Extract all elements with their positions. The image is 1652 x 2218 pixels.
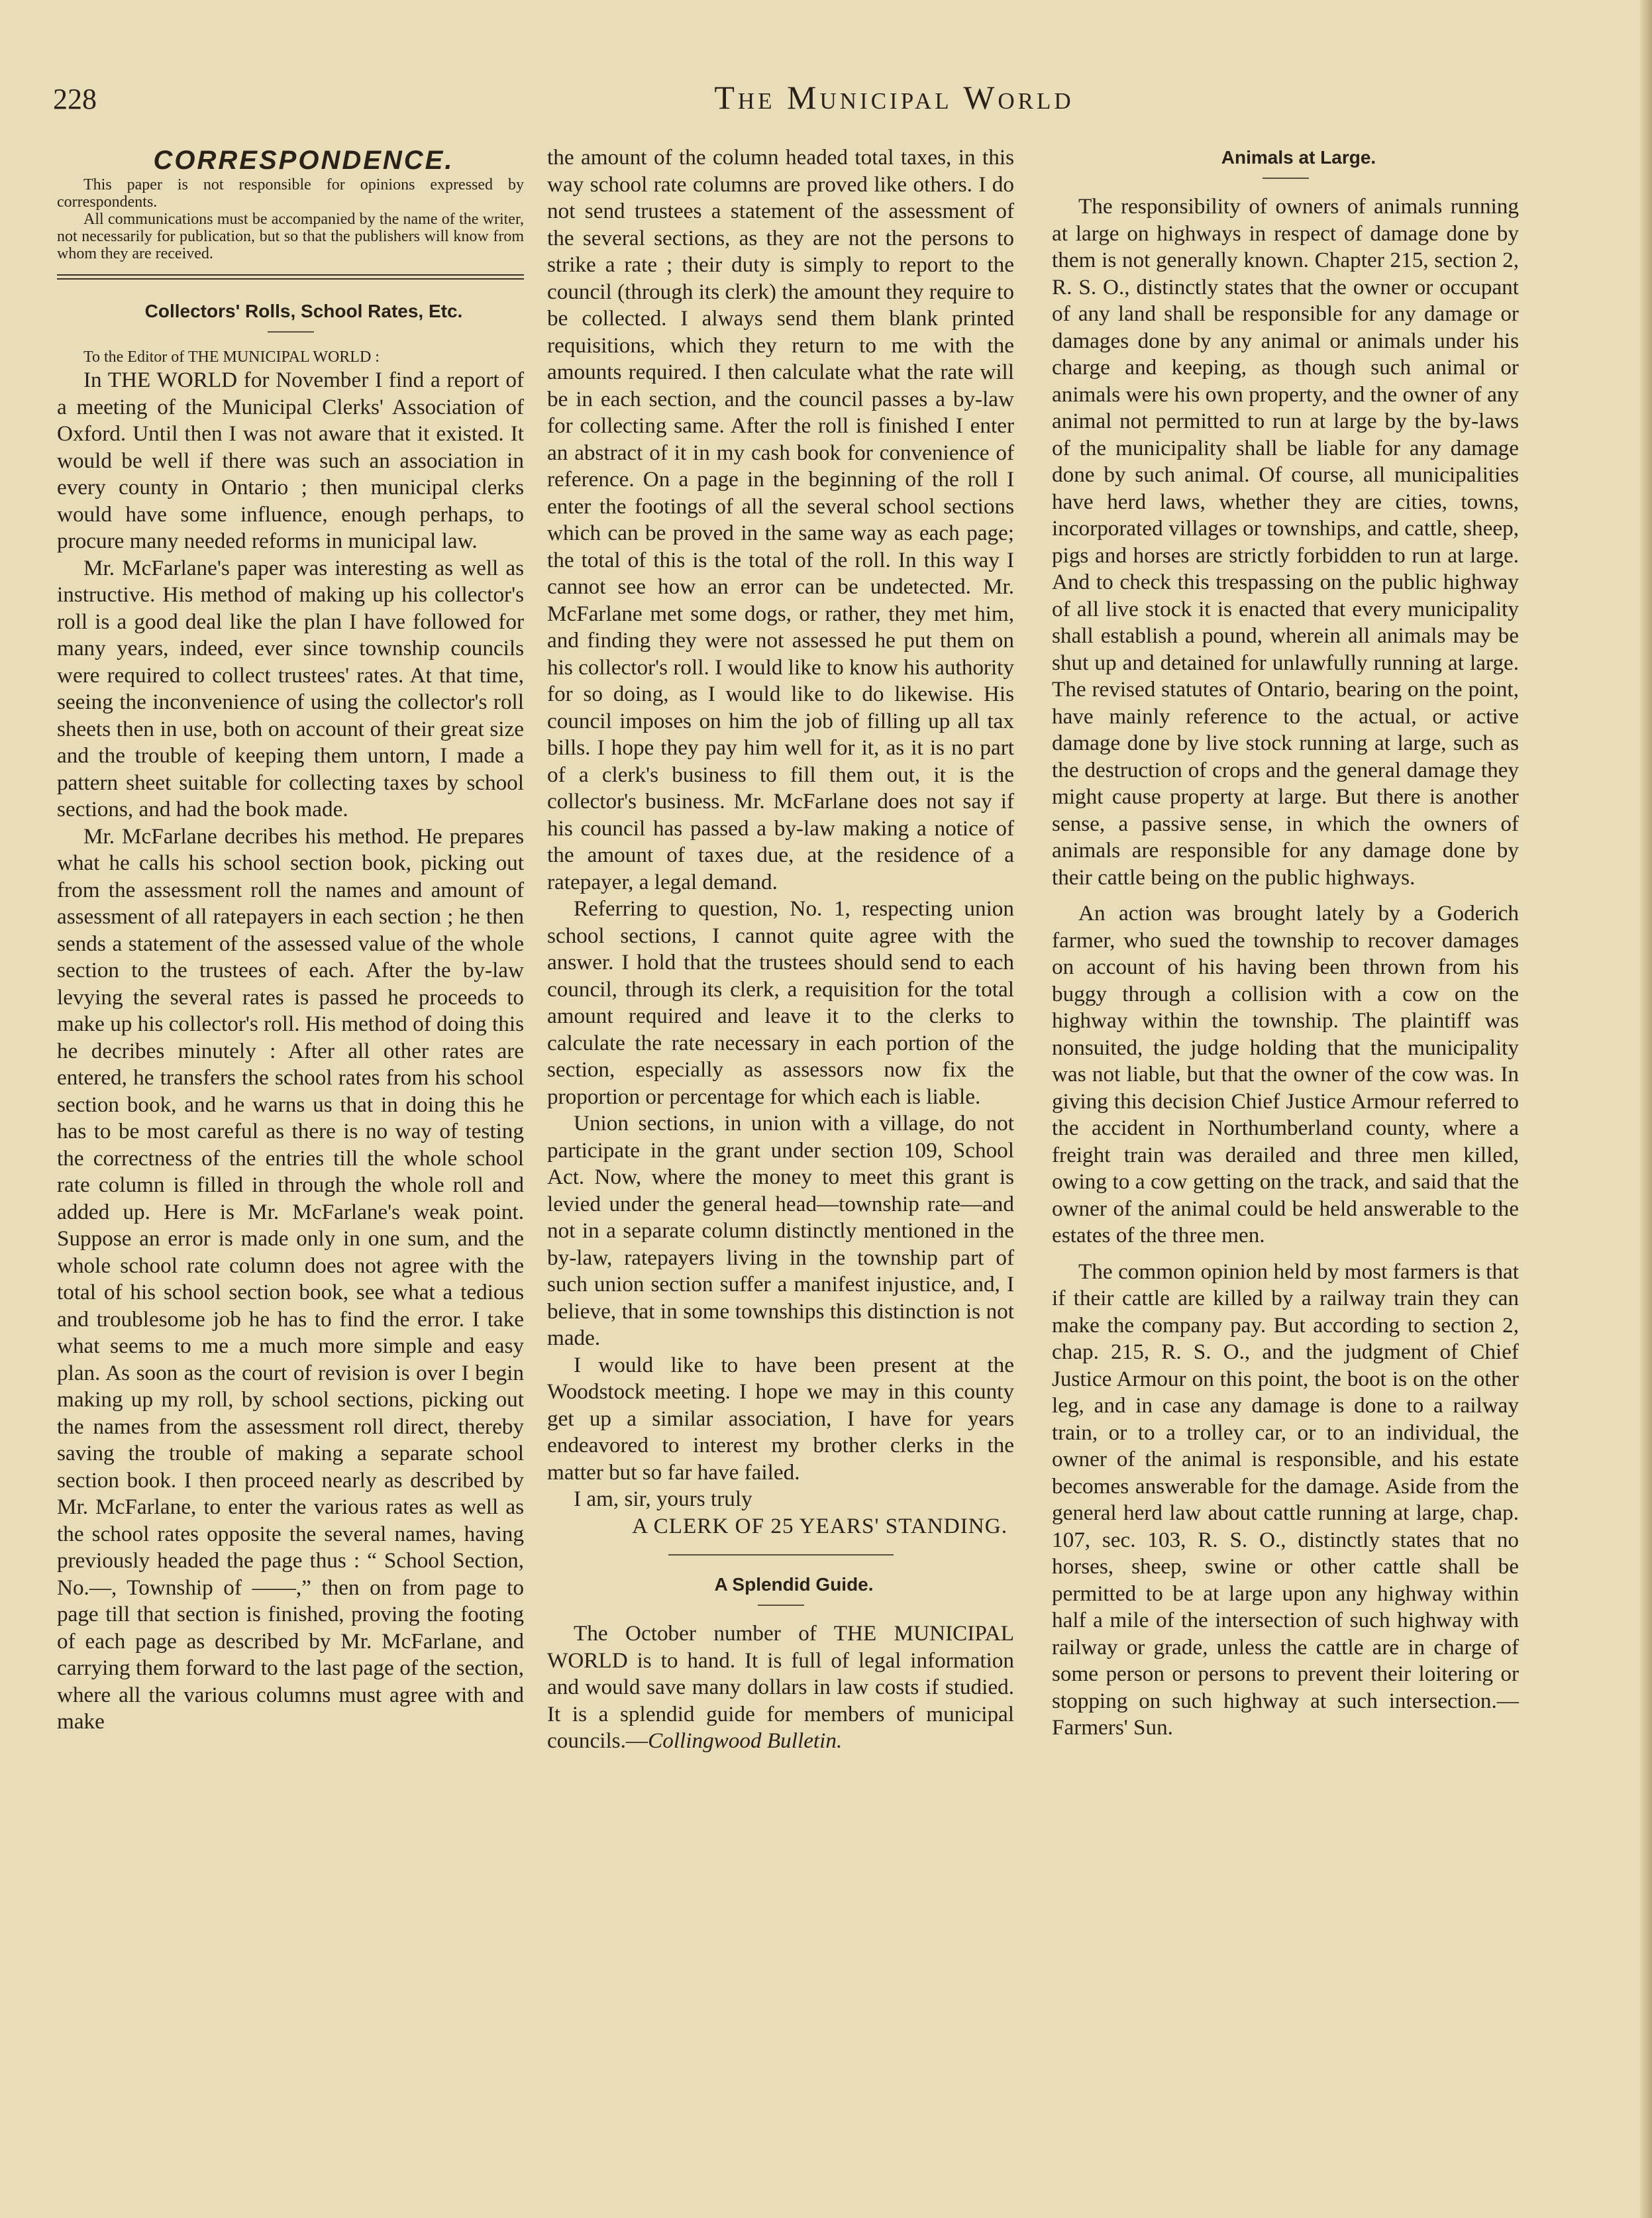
title-rule xyxy=(758,1605,804,1606)
paragraph: Union sections, in union with a village, do not participate in the grant under section 109, School Act. Now, where the money to meet this grant is levied under the general head—township rate—and not in a separate column distinctly mentioned in the by-law, ratepayers living in the township part of such union section suffer a manifest injustice, and, I believe, that in some townships this distinction is not made. xyxy=(547,1111,1014,1350)
title-rule xyxy=(1263,178,1309,179)
paragraph: Referring to question, No. 1, respecting union school sections, I cannot quite agree with the answer. I hold that the trustees should send to each council, through its clerk, a requisition for the total amount required and leave it to the clerks to calculate the rate necessary in each portion of the section, especially as assessors now fix the proportion or percentage for which each is liable. xyxy=(547,896,1014,1109)
paragraph: In THE WORLD for November I find a report of a meeting of the Municipal Clerks' Association of Oxford. Until then I was not aware that it existed. It would be well if there was such an association in every county in Ontario ; then municipal clerks would have some influence, enough perhaps, to procure many needed reforms in municipal law. xyxy=(57,368,524,553)
letter-signature: A CLERK OF 25 YEARS' STANDING. xyxy=(632,1513,1007,1538)
paragraph: An action was brought lately by a Goderich farmer, who sued the township to recover damages on account of his having been thrown from his buggy through a collision with a cow on the highway within the township. The plaintiff was nonsuited, the judge holding that the municipality was not liable, but that the owner of the cow was. In giving this decision Chief Justice Armour referred to the accident in Northumberland county, where a freight train was derailed and three men killed, owing to a cow getting on the track, and said that the owner of the animal could be held answerable to the estates of the three men. xyxy=(1052,901,1519,1247)
guide-source: Collingwood Bulletin. xyxy=(648,1728,843,1753)
paragraph: the amount of the column headed total taxes, in this way school rate columns are proved like others. I do not send trustees a statement of the assessment of the several sections, as they are not the persons to strike a rate ; their duty is simply to report to the council (through its clerk) the amount they require to be collected. I always send them blank printed requisitions, which they return to me with the amounts required. I then calculate what the rate will be in each section, and the council passes a by-law for collecting same. After the roll is finished I enter an abstract of it in my cash book for convenience of reference. On a page in the beginning of the roll I enter the footings of all the several school sections which can be proved in the same way as each page; the total of this is the total of the roll. In this way I cannot see how an error can be undetected. Mr. McFarlane met some dogs, or rather, they met him, and finding they were not assessed he put them on his collector's roll. I would like to know his authority for so doing, as I would like to do likewise. His council imposes on him the job of filling up all tax bills. I hope they pay him well for it, as it is no part of a clerk's business to fill them out, it is the collector's business. Mr. McFarlane does not say if his council has passed a by-law making a notice of the amount of taxes due, at the residence of a ratepayer, a legal demand. xyxy=(547,145,1014,894)
article-title: Collectors' Rolls, School Rates, Etc. xyxy=(144,301,463,321)
paragraph: Mr. McFarlane decribes his method. He prepares what he calls his school section book, picking out from the assessment roll the names and amount of assessment of all ratepayers in each section ; he then sends a statement of the assessed value of the whole section to the trustees of each. After the by-law levying the several rates is passed he proceeds to make up his collector's roll. His method of doing this he decribes minutely : After all other rates are entered, he transfers the school rates from his school section book, and he warns us that in doing this he has to be most careful as there is no way of testing the correctness of the entries till the whole school rate column is filled in through the whole roll and added up. Here is Mr. McFarlane's weak point. Suppose an error is made only in one sum, and the whole school rate column does not agree with the total of his school section book, see what a tedious and troublesome job he has to find the error. I take what seems to me a much more simple and easy plan. As soon as the court of revision is over I begin making up my roll, by school sections, picking out the names from the assessment roll direct, thereby saving the trouble of making a separate school section book. I then proceed nearly as described by Mr. McFarlane, to enter the various rates as well as the school rates opposite the several names, having previously headed the page thus : “ School Section, No.—, Township of ——,” then on from page to page till that section is finished, proving the footing of each page as described by Mr. McFarlane, and carrying them forward to the last page of the section, where all the various columns must agree with and make xyxy=(57,823,524,1734)
page-header xyxy=(53,78,1629,131)
section-divider xyxy=(57,274,524,280)
article-divider xyxy=(668,1554,894,1556)
column-1 xyxy=(57,144,524,1736)
paragraph: Mr. McFarlane's paper was interesting as well as instructive. His method of making up his collector's roll is a good deal like the plan I have followed for many years, indeed, ever since township councils were required to collect trustees' rates. At that time, seeing the inconvenience of using the collector's roll sheets then in use, both on account of their great size and the trouble of keeping them untorn, I made a pattern sheet suitable for collecting taxes by school sections, and had the book made. xyxy=(57,555,524,821)
column-2 xyxy=(547,144,1014,1755)
animals-title: Animals at Large. xyxy=(1221,147,1376,168)
page-number: 228 xyxy=(53,83,97,115)
submission-notice: All communications must be accompanied by the name of the writer, not necessarily for publication, but so that the publishers will know from whom they are received. xyxy=(57,211,524,262)
guide-text: The October number of THE MUNICIPAL WORLD is to hand. It is full of legal information and would save many dollars in law costs if studied. It is a splendid guide for members of municipal councils.— xyxy=(547,1621,1014,1753)
letter-signoff: I am, sir, yours truly xyxy=(574,1487,752,1511)
title-rule xyxy=(268,331,314,333)
guide-paragraph xyxy=(547,1620,1014,1755)
paragraph: The common opinion held by most farmers is that if their cattle are killed by a railway train they can make the company pay. But according to section 2, chap. 215, R. S. O., and the judgment of Chief Justice Armour on this point, the boot is on the other leg, and in case any damage is done to a railway train, or to a trolley car, or to an individual, the owner of the animal is responsible, and his estate becomes answerable for the damage. Aside from the general herd law about cattle running at large, chap. 107, sec. 103, R. S. O., distinctly states that no horses, sheep, swine or other cattle shall be permitted to be at large upon any highway within half a mile of the intersection of such highway with railway or grade, unless the cattle are in charge of some person or persons to prevent their loitering or stopping on such highway at such intersection.—Farmers' Sun. xyxy=(1052,1259,1519,1740)
paragraph: The responsibility of owners of animals running at large on highways in respect of damage done by them is not generally known. Chapter 215, section 2, R. S. O., distinctly states that the owner or occupant of any land shall be responsible for any damage or damages done by any animal or animals under his charge and keeping, as though such animal or animals were his own property, and the owner of any animal not permitted to run at large by the by-laws of the municipality shall be liable for any damage done by such animal. Of course, all municipalities have herd laws, whether they are cities, towns, incorporated villages or townships, and cattle, sheep, pigs and horses are strictly forbidden to run at large. And to check this trespassing on the public highway of all live stock it is enacted that every municipality shall establish a pound, wherein all animals may be shut up and detained for unlawfully running at large. The revised statutes of Ontario, bearing on the point, have mainly reference to the actual, or active damage done by live stock running at large, such as the destruction of crops and the general damage they might cause property at large. But there is another sense, a passive sense, in which the owners of animals are responsible for any damage done by their cattle being on the public highways. xyxy=(1052,194,1519,890)
correspondence-heading: CORRESPONDENCE. xyxy=(153,146,454,175)
salutation: To the Editor of THE MUNICIPAL WORLD : xyxy=(83,348,380,366)
paragraph: I would like to have been present at the Woodstock meeting. I hope we may in this county get up a similar association, I have for years endeavored to interest my brother clerks in the matter but so far have failed. xyxy=(547,1352,1014,1485)
guide-title: A Splendid Guide. xyxy=(714,1574,874,1595)
page-edge xyxy=(1640,0,1652,2218)
disclaimer-notice: This paper is not responsible for opinions expressed by correspondents. xyxy=(57,176,524,211)
page-title: The Municipal World xyxy=(714,79,1074,116)
column-3 xyxy=(1052,144,1519,1742)
